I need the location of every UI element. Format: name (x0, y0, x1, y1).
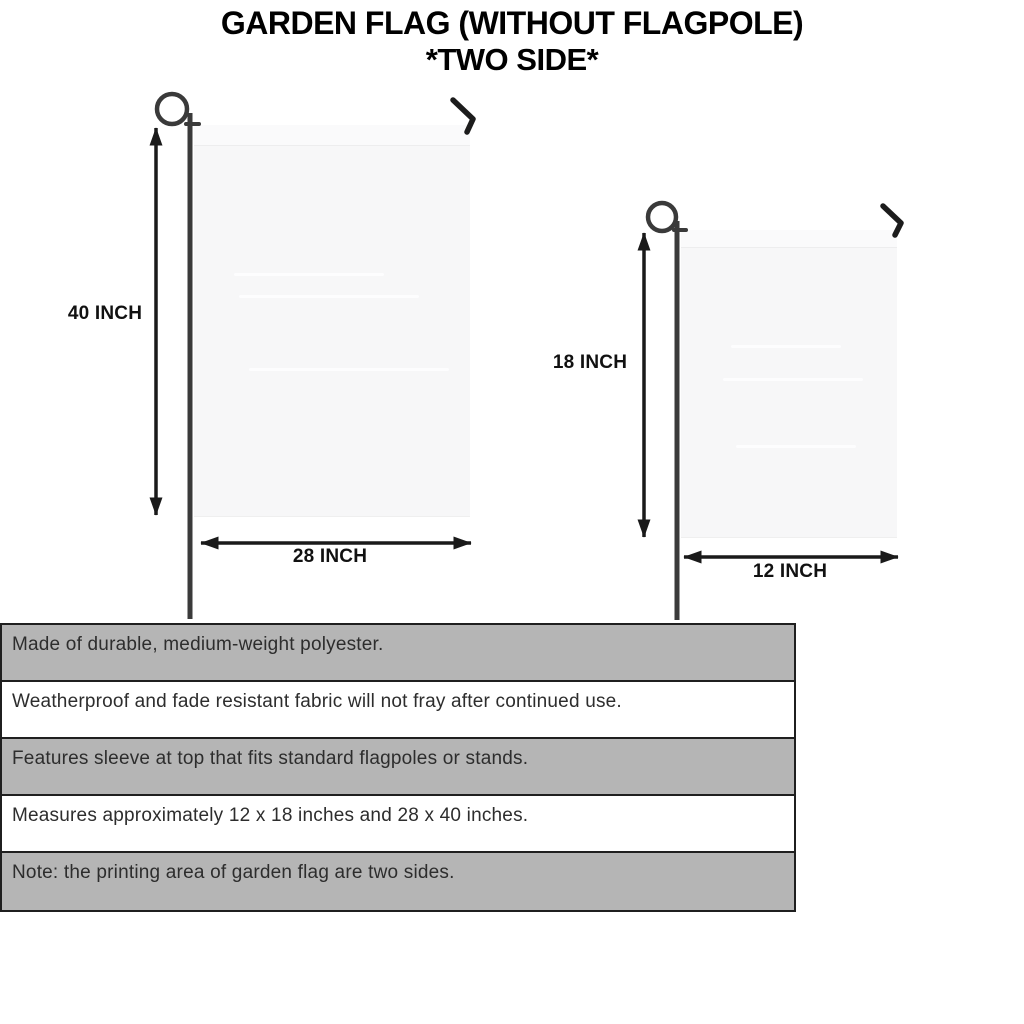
pole-loop-icon (648, 203, 676, 231)
large-flag-width-label: 28 INCH (292, 546, 368, 567)
pole-hook-icon (883, 206, 901, 235)
spec-row-weatherproof: Weatherproof and fade resistant fabric will not fray after continued use. (2, 682, 794, 739)
spec-row-measures: Measures approximately 12 x 18 inches and 28 x 40 inches. (2, 796, 794, 853)
spec-row-material: Made of durable, medium-weight polyester. (2, 625, 794, 682)
spec-row-sleeve: Features sleeve at top that fits standard flagpoles or stands. (2, 739, 794, 796)
title-line-1: GARDEN FLAG (WITHOUT FLAGPOLE) (220, 5, 804, 41)
large-flagpole (157, 94, 473, 619)
small-flag-width-label: 12 INCH (752, 561, 828, 582)
small-flag-height-label: 18 INCH (552, 352, 628, 373)
pole-loop-icon (157, 94, 187, 124)
title-line-2: *TWO SIDE* (425, 42, 599, 77)
large-flag-height-label: 40 INCH (67, 303, 143, 324)
spec-row-note: Note: the printing area of garden flag are two sides. (2, 853, 794, 910)
spec-table (0, 623, 796, 912)
pole-hook-icon (453, 100, 473, 132)
